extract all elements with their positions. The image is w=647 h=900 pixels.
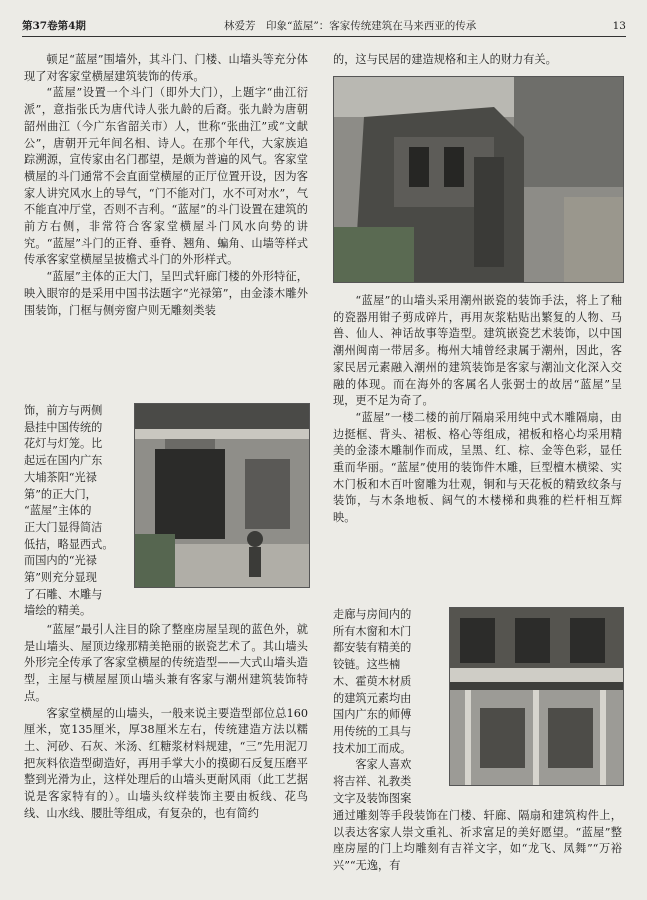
narrow-line: 所有木窗和木门 (333, 624, 412, 638)
paragraph: “蓝屋”一楼二楼的前厅隔扇采用纯中式木雕隔扇，由边挺框、背头、裙板、格心等组成，裙板和格心均采用精美的金漆木雕制作而成，呈黑、红、棕、金等色彩，显任重而华丽。“蓝屋”使用的装饰件木雕，巨型檀木横梁、实木门板和木百叶窗雕为壮观，铜和与天花板的精致纹条与装饰，与木条地板、阔气的木楼梯和典雅的栏杆相互辉映。 (333, 410, 622, 525)
building-facade-photo (333, 76, 624, 283)
paragraph-continued: 通过雕刻等手段装饰在门楼、轩廊、隔扇和建筑构件上，以表达客家人崇文重礼、祈求富足的美好愿望。“蓝屋”整座房屋的门上均雕刻有吉祥文字，如“龙飞、凤舞”“万裕兴”“无逸，有 (333, 809, 622, 873)
right-column-bottom (333, 808, 622, 875)
right-column-top (333, 52, 622, 69)
paragraph: 客家堂横屋的山墙头，一般来说主要造型部位总160厘米，宽135厘米，厚38厘米左右，传统建造方法以糯土、河砂、石灰、米汤、红糖浆材料规建，“三”先用泥刀把灰料依造型砌造好，再用手掌大小的摸砌石反复压磨平整到光滑为止，这样处理后的山墙头更耐风雨（此工艺据说是客家特有的）。山墙头纹样装饰主要由板线、花鸟线、山水线、腰肚等组成，有复杂的，也有简约 (24, 706, 308, 820)
left-column (24, 52, 308, 319)
narrow-line: 而国内的“光禄 (24, 554, 97, 568)
paragraph: “蓝屋”最引人注目的除了整座房屋呈现的蓝色外，就是山墙头、屋顶边缘那精美艳丽的嵌瓷艺术了。其山墙头外形完全传承了客家堂横屋的传统造型——大式山墙头造型，主屋与横屋屋顶山墙头兼有客家与潮州建筑装饰特点。 (24, 623, 308, 703)
narrow-line: 第”则充分显现 (24, 571, 97, 585)
narrow-line: 都安装有精美的 (333, 641, 412, 655)
veranda-balcony-photo (449, 607, 624, 786)
paragraph: “蓝屋”的山墙头采用潮州嵌瓷的装饰手法，将上了釉的瓷器用钳子剪成碎片，再用灰浆粘贴出繁复的人物、马兽、仙人、神话故事等造型。建筑嵌瓷艺术装饰，以中国潮州闽南一带居多。梅州大埔曾经隶属于潮州，因此，客家民居元素融入潮州的建筑装饰是客家与潮汕文化深入交融的体现。而在海外的客属名人张弼士的故居“蓝屋”呈现，更不足为奇了。 (333, 294, 622, 408)
narrow-line: 了石雕、木雕与 (24, 587, 103, 601)
journal-volume: 第37卷第4期 (22, 20, 86, 32)
narrow-line: 文字及装饰图案 (333, 791, 412, 805)
running-header (22, 18, 626, 37)
narrow-line: 花灯与灯笼。比 (24, 437, 103, 451)
narrow-text-block-left (24, 403, 128, 620)
narrow-line: 第”的正大门， (24, 487, 97, 501)
narrow-line: 将吉祥、礼教类 (333, 775, 412, 789)
main-entrance-photo (134, 403, 310, 588)
paragraph: “蓝屋”主体的正大门，呈凹式轩廊门楼的外形特征，映入眼帘的是采用中国书法题字“光禄第”，由金漆木雕外围装饰，门框与侧旁窗户则无雕刻类装 (24, 270, 308, 317)
narrow-line: 正大门显得简洁 (24, 520, 103, 534)
paragraph: “蓝屋”设置一个斗门（即外大门），上题字“曲江衍派”，意指张氏为唐代诗人张九龄的后裔。张九龄为唐朝韶州曲江（今广东省韶关市）人，世称“张曲江”或“文献公”，唐朝开元年间名相、诗人。在那个年代，大家族追踪溯源，宣传家由名门郡望，是颇为普遍的风气。客家堂横屋的斗门通常不会直面堂横屋的正厅位置开设，因为客家人讲究风水上的导气，“门不能对门，水不可对水”，气不能直冲厅堂，否则不吉利。“蓝屋”的斗门设置在建筑的前方右侧，非常符合客家堂横屋斗门风水向势的讲究。“蓝屋”斗门的正脊、垂脊、翘角、蝙角、山墙等样式传承客家堂横屋呈披檐式斗门的外形样式。 (24, 86, 308, 267)
narrow-line: 技术加工而成。 (333, 741, 412, 755)
narrow-line: 低拮，略显西式。 (24, 537, 114, 551)
narrow-line: 的建筑元素均由 (333, 691, 412, 705)
left-column-lower (24, 622, 308, 822)
narrow-line: 墙绘的精美。 (24, 604, 92, 618)
paragraph: 顿足“蓝屋”围墙外，其斗门、门楼、山墙头等充分体现了对客家堂横屋建筑装饰的传承。 (24, 53, 308, 83)
narrow-line: 客家人喜欢 (355, 758, 412, 772)
page-number: 13 (612, 20, 626, 32)
narrow-line: 铰链。这些楠 (333, 658, 401, 672)
narrow-line: 起远在国内广东 (24, 454, 103, 468)
narrow-text-block-right (333, 607, 443, 807)
narrow-line: 国内广东的师傅 (333, 708, 412, 722)
narrow-line: 悬挂中国传统的 (24, 420, 103, 434)
narrow-line: 大埔茶阳“光禄 (24, 470, 97, 484)
right-column-middle (333, 293, 622, 527)
article-running-title: 林爱芳 印象“蓝屋”：客家传统建筑在马来西亚的传承 (224, 20, 477, 32)
narrow-line: 木、霍萸木材质 (333, 674, 412, 688)
paragraph-continued: 的，这与民居的建造规格和主人的财力有关。 (333, 53, 557, 66)
narrow-line: 走廊与房间内的 (333, 608, 412, 621)
narrow-line: “蓝屋”主体的 (24, 504, 92, 518)
narrow-line: 用传统的工具与 (333, 724, 412, 738)
narrow-line: 饰，前方与两侧 (24, 404, 103, 417)
